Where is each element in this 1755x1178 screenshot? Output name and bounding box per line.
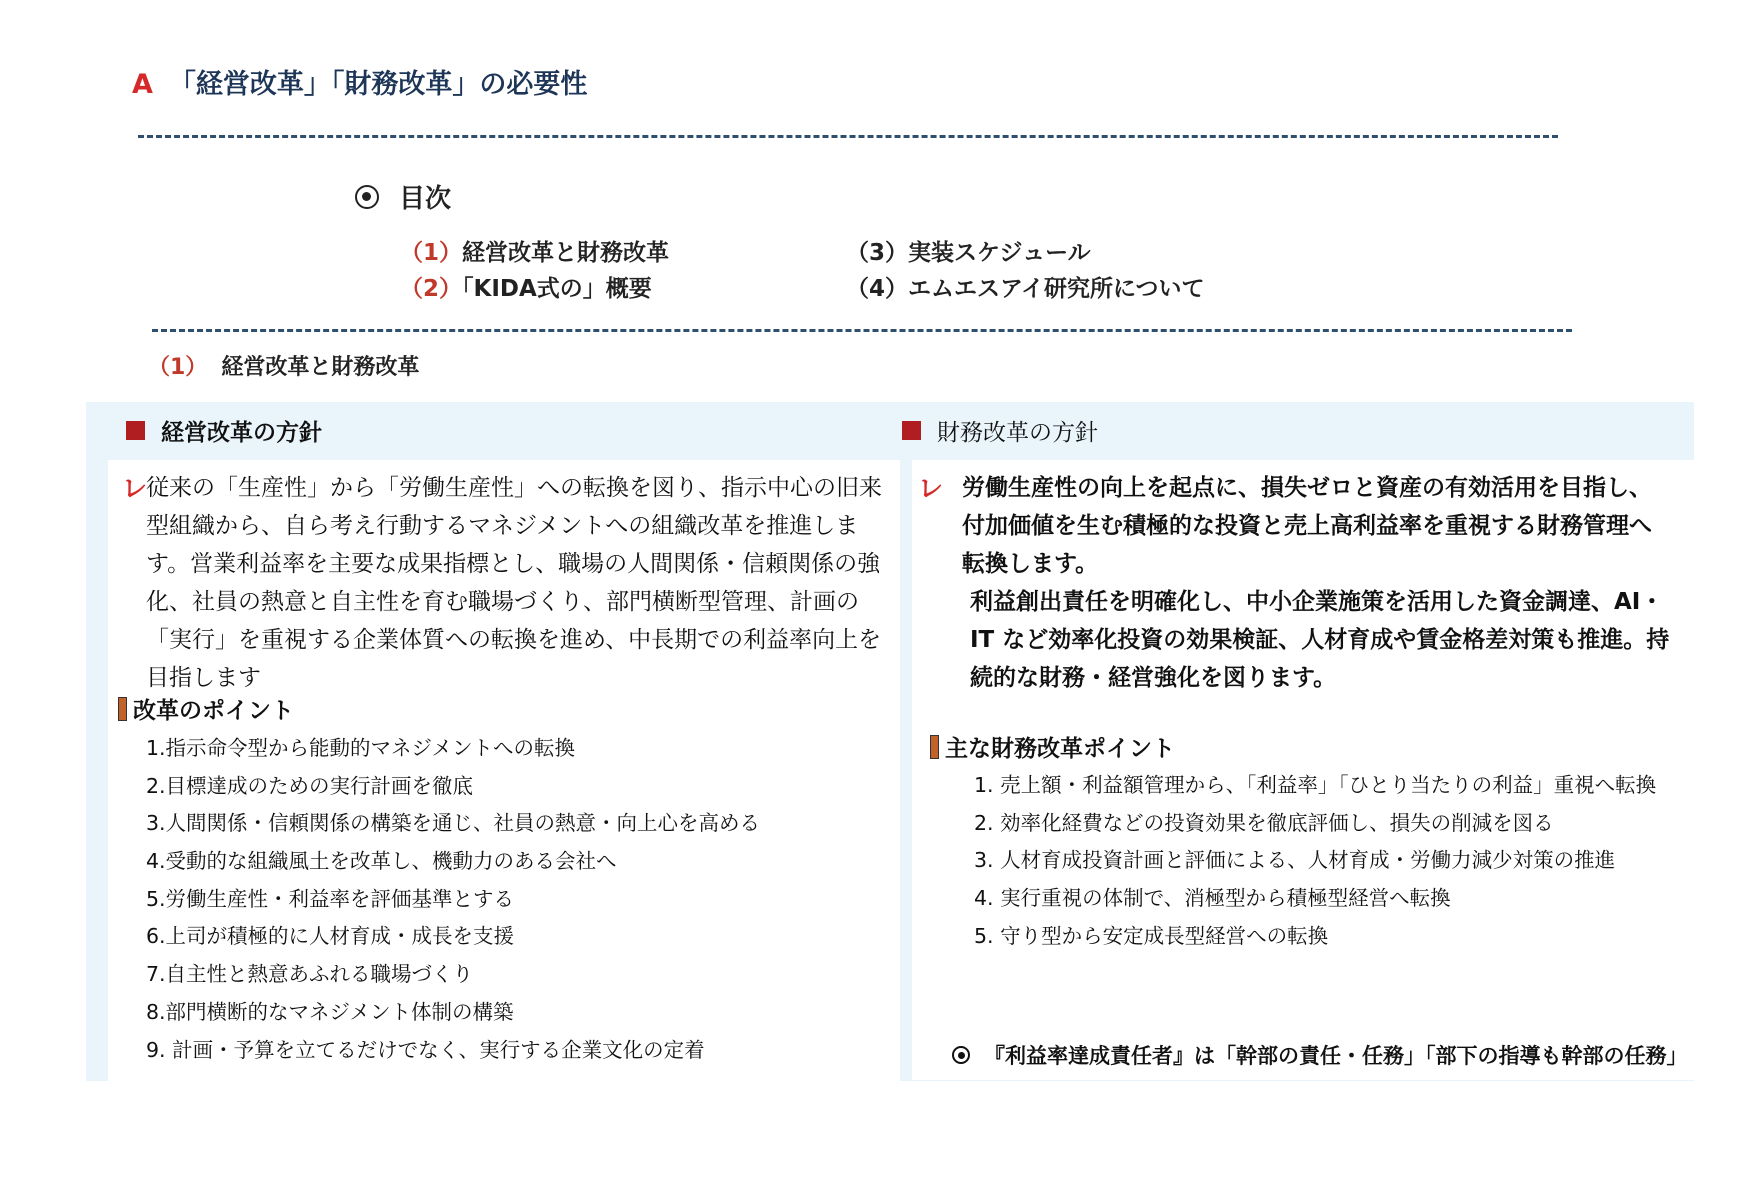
right-points-list bbox=[974, 767, 1656, 955]
divider-top bbox=[138, 135, 1558, 138]
left-points-list bbox=[146, 730, 760, 1069]
title-text: 「経営改革」「財務改革」の必要性 bbox=[168, 69, 588, 100]
check-mark-icon: レ bbox=[918, 474, 944, 503]
toc-item-3[interactable] bbox=[846, 234, 1091, 267]
section-number: （1） bbox=[148, 355, 208, 380]
list-item: 6.上司が積極的に人材育成・成長を支援 bbox=[146, 924, 515, 949]
toc-item-1[interactable] bbox=[400, 234, 669, 267]
left-points-heading bbox=[118, 692, 294, 725]
bar-bullet-icon bbox=[118, 697, 127, 721]
toc-item-number: （2） bbox=[400, 276, 463, 302]
left-panel-heading-text: 経営改革の方針 bbox=[161, 420, 322, 446]
right-policy-paragraph-2: 利益創出責任を明確化し、中小企業施策を活用した資金調達、AI・IT など効率化投資の効果検証、人材育成や賃金格差対策も推進。持続的な財務・経営強化を図ります。 bbox=[970, 589, 1670, 691]
toc-item-number: （3） bbox=[846, 240, 909, 266]
toc-item-number: （4） bbox=[846, 276, 909, 302]
right-panel-heading-text: 財務改革の方針 bbox=[937, 420, 1098, 446]
title-mark: A bbox=[132, 69, 153, 100]
responsibility-note-text: 『利益率達成責任者』は「幹部の責任・任務」「部下の指導も幹部の任務」 bbox=[984, 1044, 1688, 1068]
list-item: 5.労働生産性・利益率を評価基準とする bbox=[146, 886, 515, 911]
list-item: 1.指示命令型から能動的マネジメントへの転換 bbox=[146, 736, 575, 760]
divider-bottom bbox=[152, 329, 1572, 332]
toc-item-label: 実装スケジュール bbox=[908, 240, 1091, 266]
toc-item-label: 「KIDA式の」概要 bbox=[462, 276, 652, 302]
right-points-heading-text: 主な財務改革ポイント bbox=[945, 736, 1175, 762]
list-item: 4. 実行重視の体制で、消極型から積極型経営へ転換 bbox=[974, 886, 1451, 911]
section-title: 経営改革と財務改革 bbox=[221, 355, 420, 380]
toc-item-number: （1） bbox=[400, 240, 463, 266]
toc-item-4[interactable] bbox=[846, 270, 1205, 303]
left-points-heading-text: 改革のポイント bbox=[133, 698, 294, 724]
toc-item-label: 経営改革と財務改革 bbox=[462, 240, 670, 266]
responsibility-note bbox=[952, 1040, 1688, 1070]
square-bullet-icon bbox=[126, 421, 145, 440]
list-item: 2. 効率化経費などの投資効果を徹底評価し、損失の削減を図る bbox=[974, 810, 1554, 835]
page-title bbox=[132, 62, 587, 101]
list-item: 7.自主性と熱意あふれる職場づくり bbox=[146, 962, 474, 987]
square-bullet-icon bbox=[902, 421, 921, 440]
section-heading bbox=[148, 350, 419, 381]
toc-item-label: エムエスアイ研究所について bbox=[908, 276, 1205, 302]
bullseye-icon bbox=[355, 185, 379, 209]
right-panel-heading bbox=[902, 414, 1098, 447]
list-item: 9. 計画・予算を立てるだけでなく、実行する企業文化の定着 bbox=[146, 1037, 705, 1062]
list-item: 5. 守り型から安定成長型経営への転換 bbox=[974, 923, 1329, 948]
toc-item-2[interactable] bbox=[400, 270, 652, 303]
list-item: 2.目標達成のための実行計画を徹底 bbox=[146, 773, 474, 798]
left-policy-paragraph: 従来の「生産性」から「労働生産性」への転換を図り、指示中心の旧来型組織から、自ら考え行動するマネジメントへの組織改革を推進します。営業利益率を主要な成果指標とし、職場の人間関係・信頼関係の強化、社員の熱意と自主性を育む職場づくり、部門横断型管理、計画の「実行」を重視する企業体質への転換を進め、中長期での利益率向上を目指します bbox=[146, 475, 882, 691]
left-panel-heading bbox=[126, 414, 322, 447]
bar-bullet-icon bbox=[930, 735, 939, 759]
list-item: 4.受動的な組織風土を改革し、機動力のある会社へ bbox=[146, 849, 617, 874]
bullseye-icon bbox=[952, 1046, 970, 1064]
toc-heading bbox=[355, 178, 451, 215]
list-item: 3.人間関係・信頼関係の構築を通じ、社員の熱意・向上心を高める bbox=[146, 811, 761, 836]
toc-heading-text: 目次 bbox=[399, 184, 452, 214]
list-item: 1. 売上額・利益額管理から、「利益率」「ひとり当たりの利益」重視へ転換 bbox=[974, 773, 1657, 797]
right-policy-paragraph-1: 労働生産性の向上を起点に、損失ゼロと資産の有効活用を目指し、付加価値を生む積極的な投資と売上高利益率を重視する財務管理へ転換します。 bbox=[962, 475, 1652, 577]
check-mark-icon: レ bbox=[122, 474, 148, 503]
right-points-heading bbox=[930, 730, 1175, 763]
list-item: 3. 人材育成投資計画と評価による、人材育成・労働力減少対策の推進 bbox=[974, 848, 1616, 873]
list-item: 8.部門横断的なマネジメント体制の構築 bbox=[146, 999, 514, 1024]
